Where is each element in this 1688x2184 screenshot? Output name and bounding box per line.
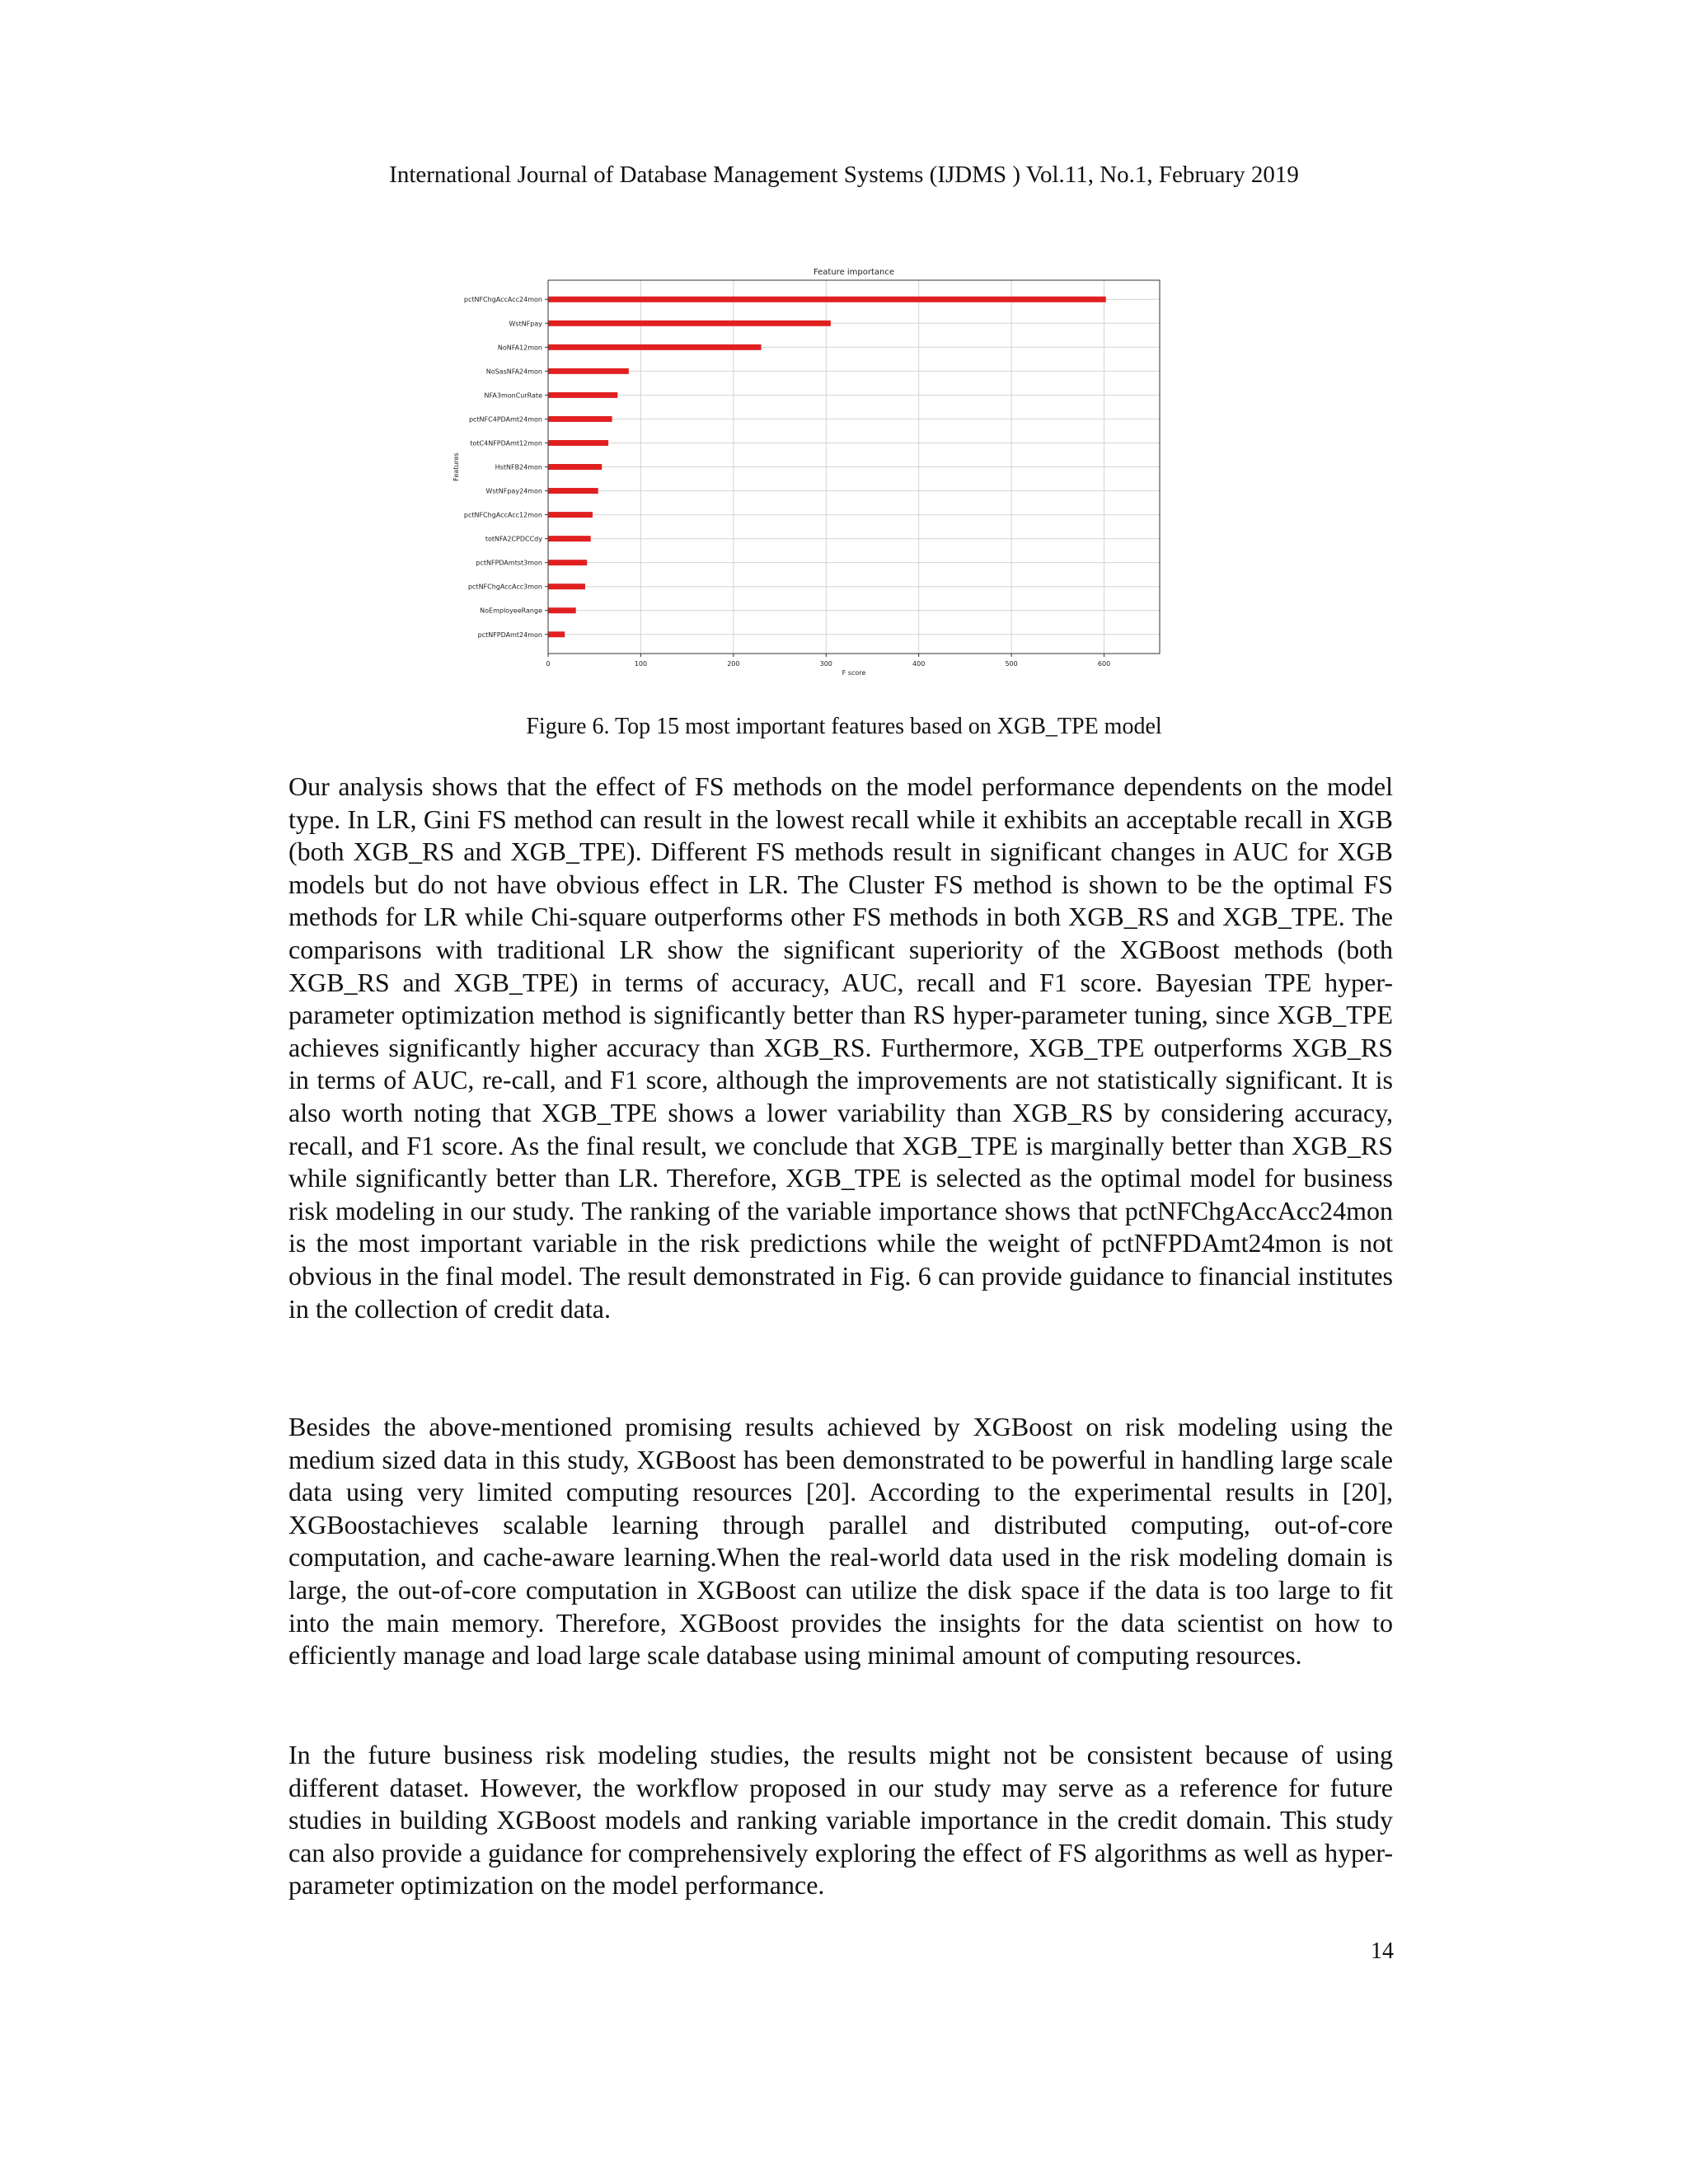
bar-totC4NFPDAmt12mon <box>548 440 608 446</box>
bar-WstNFpay24mon <box>548 488 598 494</box>
bar-NFA3monCurRate <box>548 392 617 398</box>
running-header: International Journal of Database Management Systems (IJDMS ) Vol.11, No.1, February 2019 <box>389 162 1299 188</box>
y-tick-label: WstNFpay24mon <box>485 487 542 495</box>
x-tick-label: 400 <box>912 660 926 668</box>
body-paragraph-1: Our analysis shows that the effect of FS methods on the model performance dependents on the model type. In LR, Gini FS method can result in the lowest recall while it exhibits an acceptable recall in XGB (both XGB_RS and XGB_TPE). Different FS methods result in significant changes in AUC for XGB models but do not have obvious effect in LR. The Cluster FS method is shown to be the optimal FS methods for LR while Chi-square outperforms other FS methods in both XGB_RS and XGB_TPE. The comparisons with traditional LR show the significant superiority of the XGBoost methods (both XGB_RS and XGB_TPE) in terms of accuracy, AUC, recall and F1 score. Bayesian TPE hyper-parameter optimization method is significantly better than RS hyper-parameter tuning, since XGB_TPE achieves significantly higher accuracy than XGB_RS. Furthermore, XGB_TPE outperforms XGB_RS in terms of AUC, re-call, and F1 score, although the improvements are not statistically significant. It is also worth noting that XGB_TPE shows a lower variability than XGB_RS by considering accuracy, recall, and F1 score. As the final result, we conclude that XGB_TPE is marginally better than XGB_RS while significantly better than LR. Therefore, XGB_TPE is selected as the optimal model for business risk modeling in our study. The ranking of the variable importance shows that pctNFChgAccAcc24mon is the most important variable in the risk predictions while the weight of pctNFPDAmt24mon is not obvious in the final model. The result demonstrated in Fig. 6 can provide guidance to financial institutes in the collection of credit data. <box>288 771 1393 1324</box>
x-tick-label: 300 <box>819 660 832 668</box>
x-tick-label: 500 <box>1005 660 1018 668</box>
y-tick-label: WstNFpay <box>509 320 542 328</box>
bar-HstNFB24mon <box>548 464 602 470</box>
y-tick-label: NoEmployeeRange <box>480 607 542 615</box>
y-axis-label: Features <box>452 452 460 481</box>
y-tick-label: pctNFPDAmt24mon <box>477 630 542 639</box>
chart-title: Feature importance <box>813 268 895 277</box>
x-tick-label: 0 <box>546 660 551 668</box>
page-number: 14 <box>1371 1938 1394 1964</box>
bar-pctNFChgAccAcc12mon <box>548 512 593 518</box>
y-tick-label: pctNFChgAccAcc12mon <box>463 511 542 519</box>
y-tick-label: pctNFPDAmtst3mon <box>476 559 542 567</box>
x-tick-label: 200 <box>727 660 740 668</box>
bar-totNFA2CPDCCdy <box>548 536 591 541</box>
y-tick-label: NoNFA12mon <box>497 344 542 352</box>
y-tick-label: totC4NFPDAmt12mon <box>470 439 542 448</box>
y-tick-label: pctNFChgAccAcc24mon <box>463 296 542 304</box>
x-tick-label: 600 <box>1097 660 1111 668</box>
y-tick-label: HstNFB24mon <box>495 463 542 471</box>
x-tick-label: 100 <box>634 660 648 668</box>
bar-pctNFPDAmtst3mon <box>548 560 587 565</box>
bar-NoNFA12mon <box>548 344 762 350</box>
body-paragraph-2: Besides the above-mentioned promising results achieved by XGBoost on risk modeling using the medium sized data in this study, XGBoost has been demonstrated to be powerful in handling large scale data using very limited computing resources [20]. According to the experimental results in [20], XGBoostachieves scalable learning through parallel and distributed computing, out-of-core computation, and cache-aware learning.When the real-world data used in the risk modeling domain is large, the out-of-core computation in XGBoost can utilize the disk space if the data is too large to fit into the main memory. Therefore, XGBoost provides the insights for the data scientist on how to efficiently manage and load large scale database using minimal amount of computing resources. <box>288 1412 1393 1671</box>
feature-importance-figure <box>445 262 1187 677</box>
y-tick-label: pctNFChgAccAcc3mon <box>467 583 542 591</box>
bar-pctNFChgAccAcc3mon <box>548 583 585 589</box>
y-tick-label: NoSasNFA24mon <box>485 368 542 376</box>
x-axis-label: F score <box>842 669 866 677</box>
bar-pctNFC4PDAmt24mon <box>548 416 612 422</box>
bar-pctNFChgAccAcc24mon <box>548 297 1106 302</box>
y-tick-label: NFA3monCurRate <box>484 391 542 400</box>
bar-pctNFPDAmt24mon <box>548 631 565 637</box>
figure-caption: Figure 6. Top 15 most important features based on XGB_TPE model <box>526 714 1162 739</box>
y-tick-label: totNFA2CPDCCdy <box>485 535 542 543</box>
bar-NoSasNFA24mon <box>548 368 629 374</box>
feature-importance-chart <box>445 262 1187 677</box>
bar-WstNFpay <box>548 321 831 326</box>
y-tick-label: pctNFC4PDAmt24mon <box>468 415 542 424</box>
bar-NoEmployeeRange <box>548 607 576 613</box>
body-paragraph-3: In the future business risk modeling studies, the results might not be consistent because of using different dataset. However, the workflow proposed in our study may serve as a reference for future studies in building XGBoost models and ranking variable importance in the credit domain. This study can also provide a guidance for comprehensively exploring the effect of FS algorithms as well as hyper-parameter optimization on the model performance. <box>288 1740 1393 1900</box>
